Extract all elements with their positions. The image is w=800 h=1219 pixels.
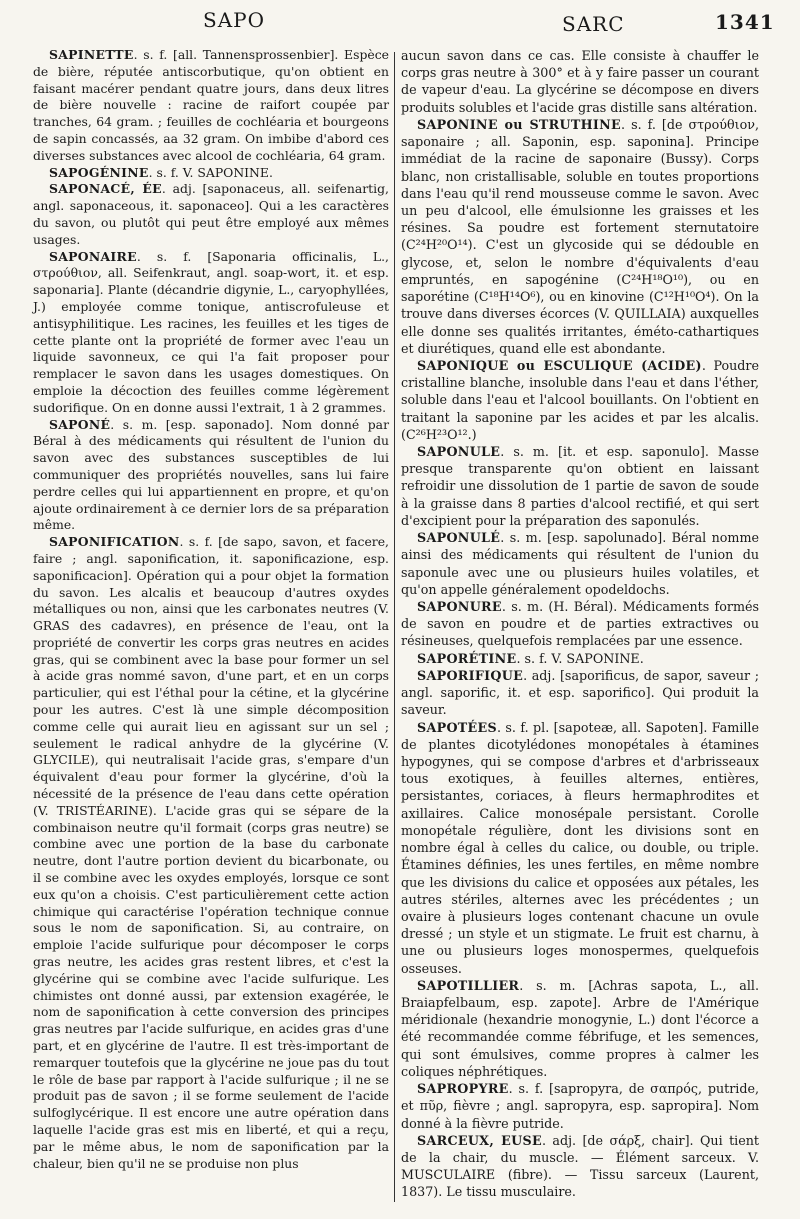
definition: . s. m. [Achras sapota, L., all. Braiapfelbaum, esp. zapote]. Arbre de l'Amérique méridionale (hexandrie monogynie, L.) dont l'écorce a été recommandée comme fébrifuge, et les semences, qui sont émulsives, comme propres à calmer les coliques néphrétiques. — [401, 977, 759, 1079]
headword: SAPONURE — [417, 599, 502, 614]
definition: . adj. [de σάρξ, chair]. Qui tient de la chair, du muscle. — Élément sarceux. V. MUSCULAIRE (fibre). — Tissu sarceux (Laurent, 1837). Le tissu musculaire. — [401, 1132, 760, 1200]
headword: SAPONINE ou STRUTHINE — [417, 116, 622, 132]
entry-continuation — [401, 47, 759, 116]
headword: SAPONACÉ, ÉE — [49, 181, 162, 197]
entry-sapropyre — [401, 1080, 759, 1132]
entry-sapone — [33, 417, 389, 535]
running-head-left: SAPO — [203, 8, 265, 32]
definition: aucun savon dans ce cas. Elle consiste à chauffer le corps gras neutre à 300° et à y faire passer un courant de vapeur d'eau. La glycérine se décompose en divers produits solubles et l'acide gras distille sans altération. — [401, 48, 759, 115]
entry-saponule-med — [401, 529, 759, 598]
entry-saporetine — [401, 650, 759, 667]
headword: SAPONIQUE ou ESCULIQUE (ACIDE) — [417, 357, 702, 373]
definition: . s. f. [all. Tannensprossenbier]. Espèce de bière, réputée antiscorbutique, qu'on obtient en faisant macérer pendant quatre jours, dans deux litres de bière nouvelle : racine de raifort coupée par tranches, 64 gram. ; feuilles de cochléaria et bourgeons de sapin concassés, aa 32 gram. On imbibe d'abord ces diverses substances avec alcool de cochléaria, 64 gram. — [33, 47, 389, 163]
headword: SAPOGÉNINE — [49, 164, 149, 180]
page-header — [0, 6, 800, 42]
entry-sapogenine — [33, 165, 389, 182]
running-head-right: SARC — [562, 12, 625, 36]
headword: SAPONULÉ — [417, 530, 501, 546]
headword: SAPOTÉES — [417, 719, 497, 735]
right-column — [401, 47, 759, 1201]
page-number: 1341 — [715, 10, 775, 34]
entry-sapotees — [401, 719, 759, 977]
column-divider — [394, 52, 395, 1202]
entry-saponification — [33, 534, 389, 1172]
definition: . adj. [saporificus, de sapor, saveur ; angl. saporific, it. et esp. saporifico]. Qui produit la saveur. — [401, 667, 759, 718]
headword: SAPONULE — [417, 444, 501, 460]
headword: SAPONAIRE — [49, 248, 137, 264]
left-column — [33, 47, 389, 1172]
headword: SAPROPYRE — [417, 1081, 509, 1097]
definition: . s. f. V. SAPONINE. — [516, 650, 644, 666]
entry-sapinette — [33, 47, 389, 165]
headword: SAPONÉ — [49, 416, 111, 432]
entry-sarceux — [401, 1132, 759, 1201]
entry-saponaire — [33, 249, 389, 417]
entry-saponule — [401, 443, 759, 529]
entry-saponique — [401, 357, 759, 443]
headword: SAPONIFICATION — [49, 534, 180, 550]
definition: . s. f. [Saponaria officinalis, L., στρούθιον, all. Seifenkraut, angl. soap-wort, it. et esp. saponaria]. Plante (décandrie digynie, L., caryophyllées, J.) employée comme tonique, antiscrofuleuse et antisyphilitique. Les racines, les feuilles et les tiges de cette plante ont la propriété de former avec l'eau un liquide savonneux, ce qui l'a fait proposer pour remplacer le savon dans les usages domestiques. On emploie la décoction des feuilles comme légèrement sudorifique. On en donne aussi l'extrait, 1 à 2 grammes. — [33, 248, 389, 415]
headword: SAPOTILLIER — [417, 977, 520, 993]
entry-saponine — [401, 116, 759, 357]
headword: SAPINETTE — [49, 47, 134, 62]
definition: . s. m. [esp. saponado]. Nom donné par Béral à des médicaments qui résultent de l'union du savon avec des substances susceptibles de lui communiquer des propriétés nouvelles, sans lui faire perdre celles qui lui appartiennent en propre, et qu'on ajoute ordinairement à ce dernier lors de sa préparation même. — [33, 416, 389, 533]
entry-saponure — [401, 598, 759, 650]
definition: . Poudre cristalline blanche, insoluble dans l'eau et dans l'éther, soluble dans l'eau et l'alcool bouillants. On l'obtient en traitant la saponine par les acides et par les alcalis. (C²⁶H²³O¹².) — [401, 357, 759, 442]
definition: . s. f. [de sapo, savon, et facere, faire ; angl. saponification, it. saponificazione, esp. saponificacion]. Opération qui a pour objet la formation du savon. Les alcalis et beaucoup d'autres oxydes métalliques ou non, ainsi que les carbonates neutres (V. GRAS des cadavres), en présence de l'eau, ont la propriété de convertir les corps gras neutres en acides gras, qui se combinent avec la base pour former un sel à acide gras nommé savon, d'une part, et en un corps particulier, qui est l'éthal pour la cétine, et la glycérine pour les autres. C'est là une simple décomposition comme celle qui aurait lieu en agissant sur un sel ; seulement le radical anhydre de la glycérine (V. GLYCILE), qui neutralisait l'acide gras, s'empare d'un équivalent d'eau pour former la glycérine, d'où la nécessité de la présence de l'eau dans cette opération (V. TRISTÉARINE). L'acide gras qui se sépare de la combinaison neutre qu'il formait (corps gras neutre) se combine avec une portion de la base du carbonate neutre, dont l'autre portion devient du bicarbonate, ou il se combine avec les oxydes employés, lorsque ce sont eux qu'on a choisis. C'est particulièrement cette action chimique qui caractérise l'opération technique connue sous le nom de saponification. Si, au contraire, on emploie l'acide sulfurique pour décomposer le corps gras neutre, les acides gras restent libres, et c'est la glycérine qui se combine avec l'acide sulfurique. Les chimistes ont donné aussi, par extension exagérée, le nom de saponification à cette conversion des principes gras neutres par l'acide sulfurique, en acides gras d'une part, et en glycérine de l'autre. Il est très-important de remarquer toutefois que la glycérine ne joue pas du tout le rôle de base par rapport à l'acide sulfurique ; il ne se produit pas de savon ; il se forme seulement de l'acide sulfoglycérique. Il est encore une autre opération dans laquelle l'acide gras est mis en liberté, et qui a reçu, par le même abus, le nom de saponification par la chaleur, bien qu'il ne se produise non plus — [33, 534, 389, 1171]
definition: . s. f. V. SAPONINE. — [148, 164, 273, 180]
entry-sapotillier — [401, 977, 759, 1080]
definition: . s. f. pl. [sapoteæ, all. Sapoten]. Famille de plantes dicotylédones monopétales à étamines hypogynes, qui se compose d'arbres et d'arbrisseaux tous exotiques, à feuilles alternes, entières, persistantes, coriaces, à fleurs hermaphrodites et axillaires. Calice monosépale persistant. Corolle monopétale régulière, dont les divisions sont en nombre égal à celles du calice, ou double, ou triple. Étamines définies, les unes fertiles, en même nombre que les divisions du calice et opposées aux pétales, les autres stériles, alternes avec les précédentes ; un ovaire à plusieurs loges contenant chacune un ovule dressé ; un style et un stigmate. Le fruit est charnu, à une ou plusieurs loges monospermes, quelquefois osseuses. — [401, 719, 759, 976]
headword: SARCEUX, EUSE — [417, 1132, 542, 1148]
definition: . s. f. [sapropyra, de σαπρός, putride, et πῦρ, fièvre ; angl. sapropyra, esp. sapropira]. Nom donné à la fièvre putride. — [401, 1081, 759, 1131]
definition: . s. m. (H. Béral). Médicaments formés de savon en poudre et de parties extractives ou résineuses, quelquefois remplacées par une essence. — [401, 599, 759, 649]
entry-saporifique — [401, 667, 759, 719]
headword: SAPORIFIQUE — [417, 667, 524, 683]
definition: . s. m. [esp. sapolunado]. Béral nomme ainsi des médicaments qui résultent de l'union du saponule avec une ou plusieurs huiles volatiles, et qu'on appelle généralement opodeldochs. — [401, 530, 759, 597]
definition: . s. m. [it. et esp. saponulo]. Masse presque transparente qu'on obtient en laissant refroidir une dissolution de 1 partie de savon de soude à la graisse dans 8 parties d'alcool rectifié, et qui sert d'excipient pour la préparation des saponulés. — [401, 444, 759, 528]
definition: . adj. [saponaceus, all. seifenartig, angl. saponaceous, it. saponaceo]. Qui a les caractères du savon, ou plutôt qui peut être employé aux mêmes usages. — [33, 181, 389, 247]
headword: SAPORÉTINE — [417, 650, 517, 666]
definition: . s. f. [de στρούθιον, saponaire ; all. Saponin, esp. saponina]. Principe immédiat de la racine de saponaire (Bussy). Corps blanc, non cristallisable, soluble en toutes proportions dans l'eau qu'il rend mousseuse comme le savon. Avec un peu d'alcool, elle émulsionne les graisses et les résines. Sa poudre est fortement sternutatoire (C²⁴H²⁰O¹⁴). C'est un glycoside qui se dédouble en glycose, et, selon le nombre d'équivalents d'eau empruntés, en sapogénine (C²⁴H¹⁸O¹⁰), ou en saporétine (C¹⁸H¹⁴O⁶), ou en kinovine (C¹²H¹⁰O⁴). On la trouve dans diverses écorces (V. QUILLAIA) auxquelles elle donne ses qualités irritantes, éméto-cathartiques et diurétiques, quand elle est abondante. — [401, 116, 759, 356]
entry-saponace — [33, 181, 389, 248]
